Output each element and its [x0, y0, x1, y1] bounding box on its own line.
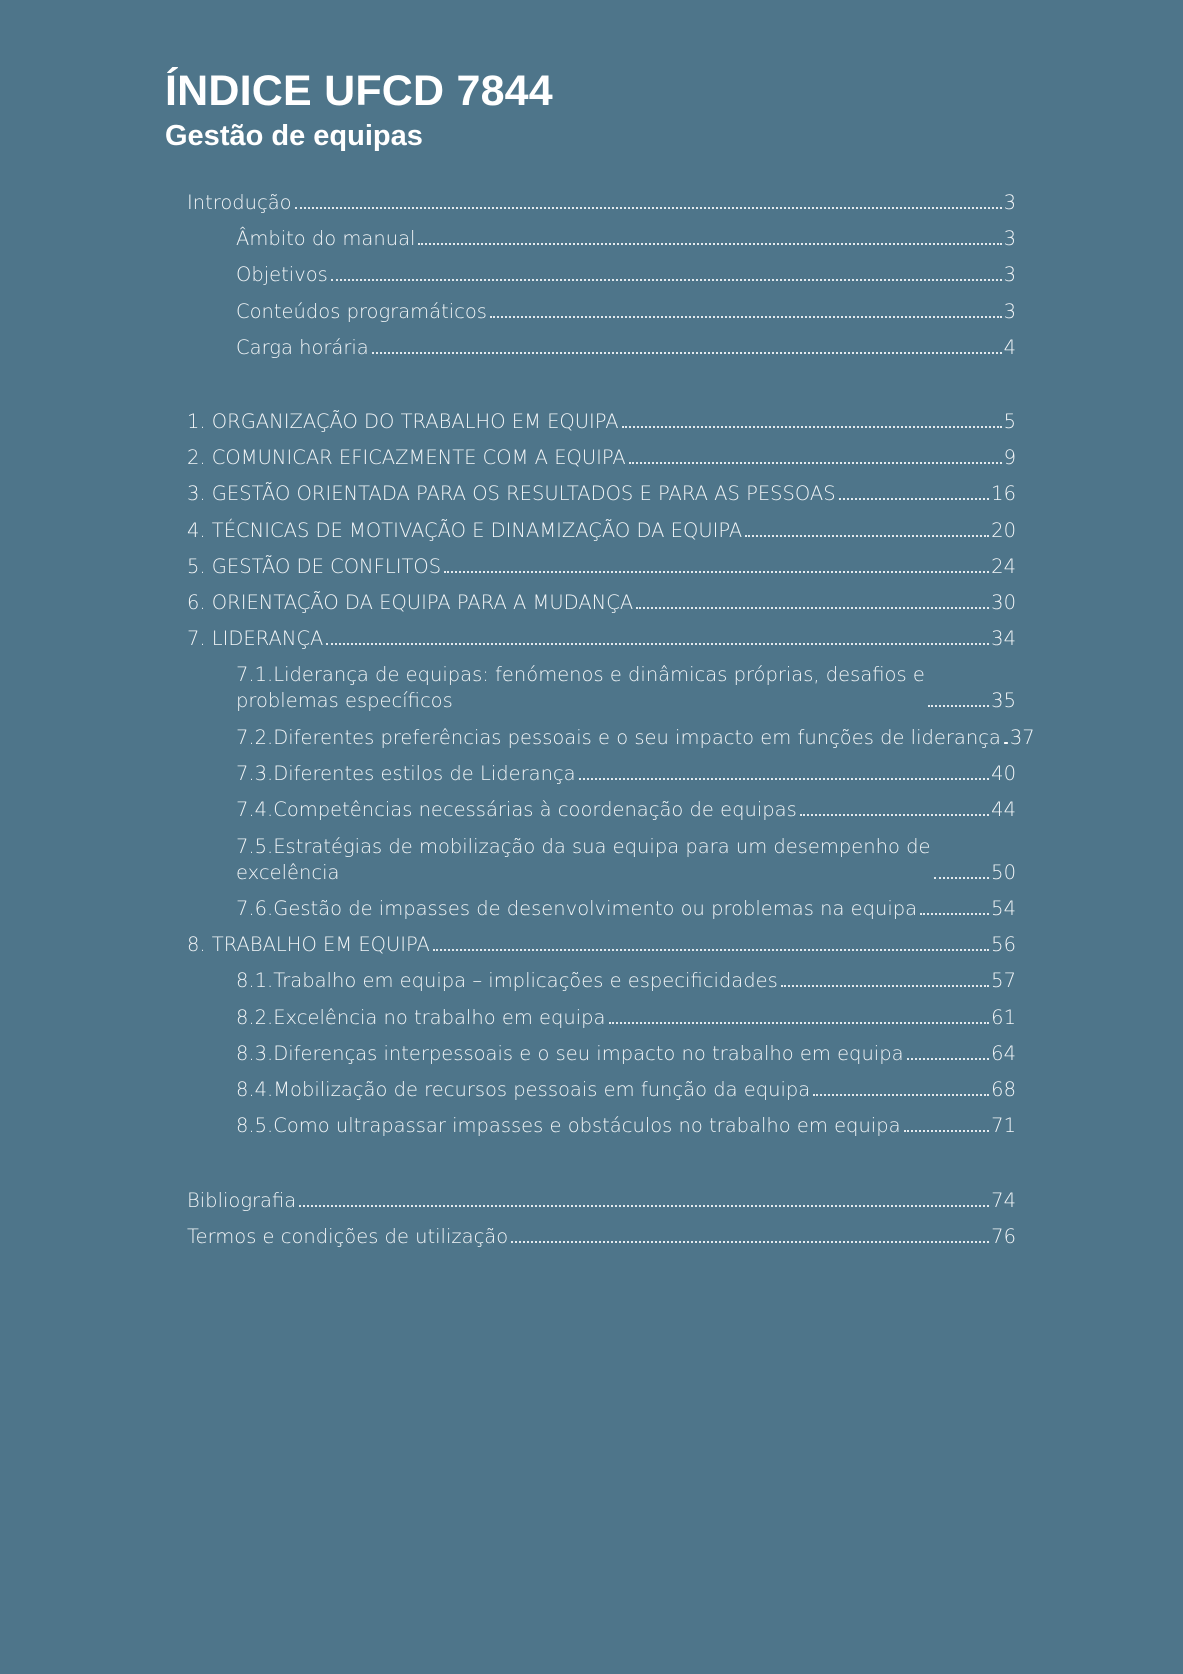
toc-entry-page: 35 — [991, 689, 1016, 712]
dot-leader — [813, 1094, 989, 1096]
dot-leader — [928, 705, 989, 707]
toc-entry-label: 1. ORGANIZAÇÃO DO TRABALHO EM EQUIPA — [187, 410, 619, 433]
toc-entry-page: 76 — [991, 1225, 1016, 1248]
toc-entry-ambito[interactable] — [236, 226, 1016, 252]
toc-entry-introducao[interactable] — [187, 190, 1016, 216]
dot-leader — [904, 1130, 990, 1132]
toc-entry-label: 8.5.Como ultrapassar impasses e obstáculos no trabalho em equipa — [236, 1114, 901, 1137]
toc-entry-label: 5. GESTÃO DE CONFLITOS — [187, 555, 442, 578]
dot-leader — [299, 1205, 989, 1207]
toc-entry-chapter-1[interactable] — [187, 409, 1016, 435]
toc-entry-page: 3 — [1003, 263, 1016, 286]
toc-entry-carga-horaria[interactable] — [236, 335, 1016, 361]
toc-entry-page: 9 — [1003, 446, 1016, 469]
toc-entry-label: 2. COMUNICAR EFICAZMENTE COM A EQUIPA — [187, 446, 626, 469]
toc-entry-chapter-2[interactable] — [187, 445, 1016, 471]
dot-leader — [629, 462, 1002, 464]
dot-leader — [511, 1241, 989, 1243]
toc-entry-page: 44 — [991, 798, 1016, 821]
page-title: ÍNDICE UFCD 7844 — [165, 67, 553, 115]
dot-leader — [433, 949, 989, 951]
toc-entry-label: Objetivos — [236, 263, 328, 286]
toc-entry-label: 8.4.Mobilização de recursos pessoais em função da equipa — [236, 1078, 811, 1101]
toc-entry-chapter-6[interactable] — [187, 590, 1016, 616]
toc-entry-label: 3. GESTÃO ORIENTADA PARA OS RESULTADOS E PARA AS PESSOAS — [187, 482, 836, 505]
toc-entry-chapter-8[interactable] — [187, 932, 1016, 958]
dot-leader — [800, 814, 989, 816]
toc-entry-page: 30 — [991, 591, 1016, 614]
dot-leader — [326, 643, 989, 645]
page-subtitle: Gestão de equipas — [165, 120, 423, 152]
toc-entry-termos[interactable] — [187, 1224, 1016, 1250]
toc-entry-chapter-7[interactable] — [187, 626, 1016, 652]
toc-entry-label-line1: 7.1.Liderança de equipas: fenómenos e dinâmicas próprias, desafios e — [236, 663, 925, 686]
toc-entry-page: 54 — [991, 897, 1016, 920]
toc-entry-7-4[interactable] — [236, 797, 1016, 823]
toc-entry-page: 64 — [991, 1042, 1016, 1065]
toc-entry-label: Carga horária — [236, 336, 369, 359]
toc-entry-page: 40 — [991, 762, 1016, 785]
toc-entry-label: 8.3.Diferenças interpessoais e o seu impacto no trabalho em equipa — [236, 1042, 904, 1065]
dot-leader — [444, 571, 989, 573]
toc-entry-7-3[interactable] — [236, 761, 1016, 787]
toc-entry-label: 8.2.Excelência no trabalho em equipa — [236, 1006, 606, 1029]
dot-leader — [295, 207, 1002, 209]
toc-entry-7-5[interactable] — [236, 834, 1016, 886]
toc-entry-label-line2: excelência — [236, 861, 340, 884]
toc-entry-label: 7.4.Competências necessárias à coordenação de equipas — [236, 798, 797, 821]
toc-entry-label-line2: problemas específicos — [236, 689, 453, 712]
toc-entry-label: 7.6.Gestão de impasses de desenvolvimento ou problemas na equipa — [236, 897, 918, 920]
toc-entry-label: Bibliografia — [187, 1189, 297, 1212]
toc-entry-page: 56 — [991, 933, 1016, 956]
toc-entry-page: 71 — [991, 1114, 1016, 1137]
toc-entry-page: 61 — [991, 1006, 1016, 1029]
toc-entry-label: 7.3.Diferentes estilos de Liderança — [236, 762, 576, 785]
toc-entry-conteudos[interactable] — [236, 299, 1016, 325]
toc-entry-7-1[interactable] — [236, 662, 1016, 714]
toc-entry-page: 5 — [1003, 410, 1016, 433]
dot-leader — [1004, 742, 1008, 744]
dot-leader — [920, 913, 989, 915]
dot-leader — [745, 535, 989, 537]
dot-leader — [781, 985, 989, 987]
dot-leader — [934, 877, 990, 879]
dot-leader — [372, 352, 1002, 354]
toc-entry-8-5[interactable] — [236, 1113, 1016, 1139]
toc-entry-page: 3 — [1003, 300, 1016, 323]
toc-entry-label: 8. TRABALHO EM EQUIPA — [187, 933, 430, 956]
toc-entry-chapter-3[interactable] — [187, 481, 1016, 507]
toc-entry-label: 6. ORIENTAÇÃO DA EQUIPA PARA A MUDANÇA — [187, 591, 634, 614]
toc-entry-label: Conteúdos programáticos — [236, 300, 487, 323]
toc-entry-label — [236, 834, 931, 886]
toc-entry-page: 57 — [991, 969, 1016, 992]
dot-leader — [622, 426, 1002, 428]
toc-entry-page: 24 — [991, 555, 1016, 578]
dot-leader — [579, 778, 990, 780]
toc-entry-page: 50 — [991, 861, 1016, 884]
toc-entry-7-6[interactable] — [236, 896, 1016, 922]
toc-entry-page: 74 — [991, 1189, 1016, 1212]
toc-entry-page: 20 — [991, 519, 1016, 542]
toc-entry-label: 8.1.Trabalho em equipa – implicações e especificidades — [236, 969, 778, 992]
dot-leader — [907, 1058, 990, 1060]
toc-entry-label: 4. TÉCNICAS DE MOTIVAÇÃO E DINAMIZAÇÃO DA EQUIPA — [187, 519, 743, 542]
toc-entry-label — [236, 662, 925, 714]
toc-entry-8-2[interactable] — [236, 1005, 1016, 1031]
toc-entry-7-2[interactable] — [236, 725, 1035, 751]
toc-entry-label: 7. LIDERANÇA — [187, 627, 324, 650]
dot-leader — [331, 279, 1002, 281]
toc-entry-label: 7.2.Diferentes preferências pessoais e o seu impacto em funções de liderança — [236, 726, 1001, 749]
dot-leader — [609, 1022, 990, 1024]
toc-entry-8-1[interactable] — [236, 968, 1016, 994]
toc-entry-page: 3 — [1003, 227, 1016, 250]
toc-entry-page: 16 — [991, 482, 1016, 505]
toc-entry-page: 3 — [1003, 191, 1016, 214]
dot-leader — [636, 607, 989, 609]
toc-entry-chapter-4[interactable] — [187, 518, 1016, 544]
toc-entry-label: Âmbito do manual — [236, 227, 416, 250]
toc-entry-8-4[interactable] — [236, 1077, 1016, 1103]
dot-leader — [490, 316, 1002, 318]
dot-leader — [839, 498, 990, 500]
toc-entry-page: 4 — [1003, 336, 1016, 359]
dot-leader — [418, 243, 1001, 245]
toc-entry-chapter-5[interactable] — [187, 554, 1016, 580]
toc-entry-label: Termos e condições de utilização — [187, 1225, 509, 1248]
toc-entry-page: 34 — [991, 627, 1016, 650]
toc-entry-8-3[interactable] — [236, 1041, 1016, 1067]
toc-entry-page: 37 — [1009, 726, 1035, 749]
toc-entry-page: 68 — [991, 1078, 1016, 1101]
toc-entry-objetivos[interactable] — [236, 262, 1016, 288]
toc-entry-label-line1: 7.5.Estratégias de mobilização da sua equipa para um desempenho de — [236, 835, 931, 858]
toc-entry-bibliografia[interactable] — [187, 1188, 1016, 1214]
toc-entry-label: Introdução — [187, 191, 292, 214]
